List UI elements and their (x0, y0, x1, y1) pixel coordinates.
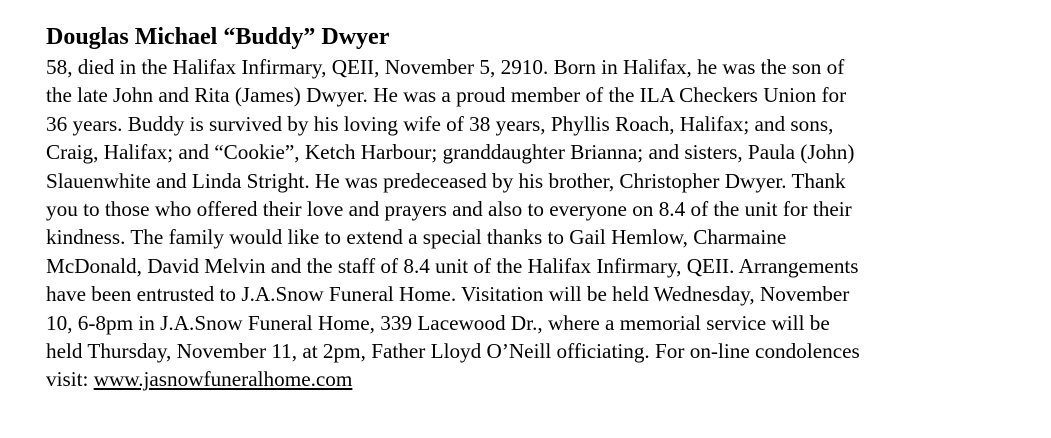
body-line: 36 years. Buddy is survived by his loving wife of 38 years, Phyllis Roach, Halifax; and sons, (46, 111, 834, 136)
body-line: you to those who offered their love and prayers and also to everyone on 8.4 of the unit for their (46, 197, 852, 222)
obituary-notice (46, 22, 1036, 394)
visit-label: visit: (46, 367, 94, 392)
body-line: 58, died in the Halifax Infirmary, QEII, November 5, 2910. Born in Halifax, he was the son of (46, 55, 845, 79)
body-line: 10, 6-8pm in J.A.Snow Funeral Home, 339 Lacewood Dr., where a memorial service will be (46, 310, 830, 335)
body-line: McDonald, David Melvin and the staff of 8.4 unit of the Halifax Infirmary, QEII. Arrangements (46, 253, 859, 278)
body-line: held Thursday, November 11, at 2pm, Father Lloyd O’Neill officiating. For on-line condolences (46, 339, 860, 364)
body-line: the late John and Rita (James) Dwyer. He was a proud member of the ILA Checkers Union for (46, 83, 847, 108)
obituary-title: Douglas Michael “Buddy” Dwyer (46, 24, 390, 50)
body-line: kindness. The family would like to extend a special thanks to Gail Hemlow, Charmaine (46, 225, 787, 250)
body-last-line (46, 365, 1036, 393)
body-line: have been entrusted to J.A.Snow Funeral Home. Visitation will be held Wednesday, November (46, 282, 850, 307)
funeral-home-website-link[interactable]: www.jasnowfuneralhome.com (93, 367, 353, 392)
body-line: Craig, Halifax; and “Cookie”, Ketch Harbour; granddaughter Brianna; and sisters, Paula (John) (46, 140, 855, 165)
obituary-body (46, 53, 1036, 394)
body-line: Slauenwhite and Linda Stright. He was predeceased by his brother, Christopher Dwyer. Thank (46, 168, 846, 193)
